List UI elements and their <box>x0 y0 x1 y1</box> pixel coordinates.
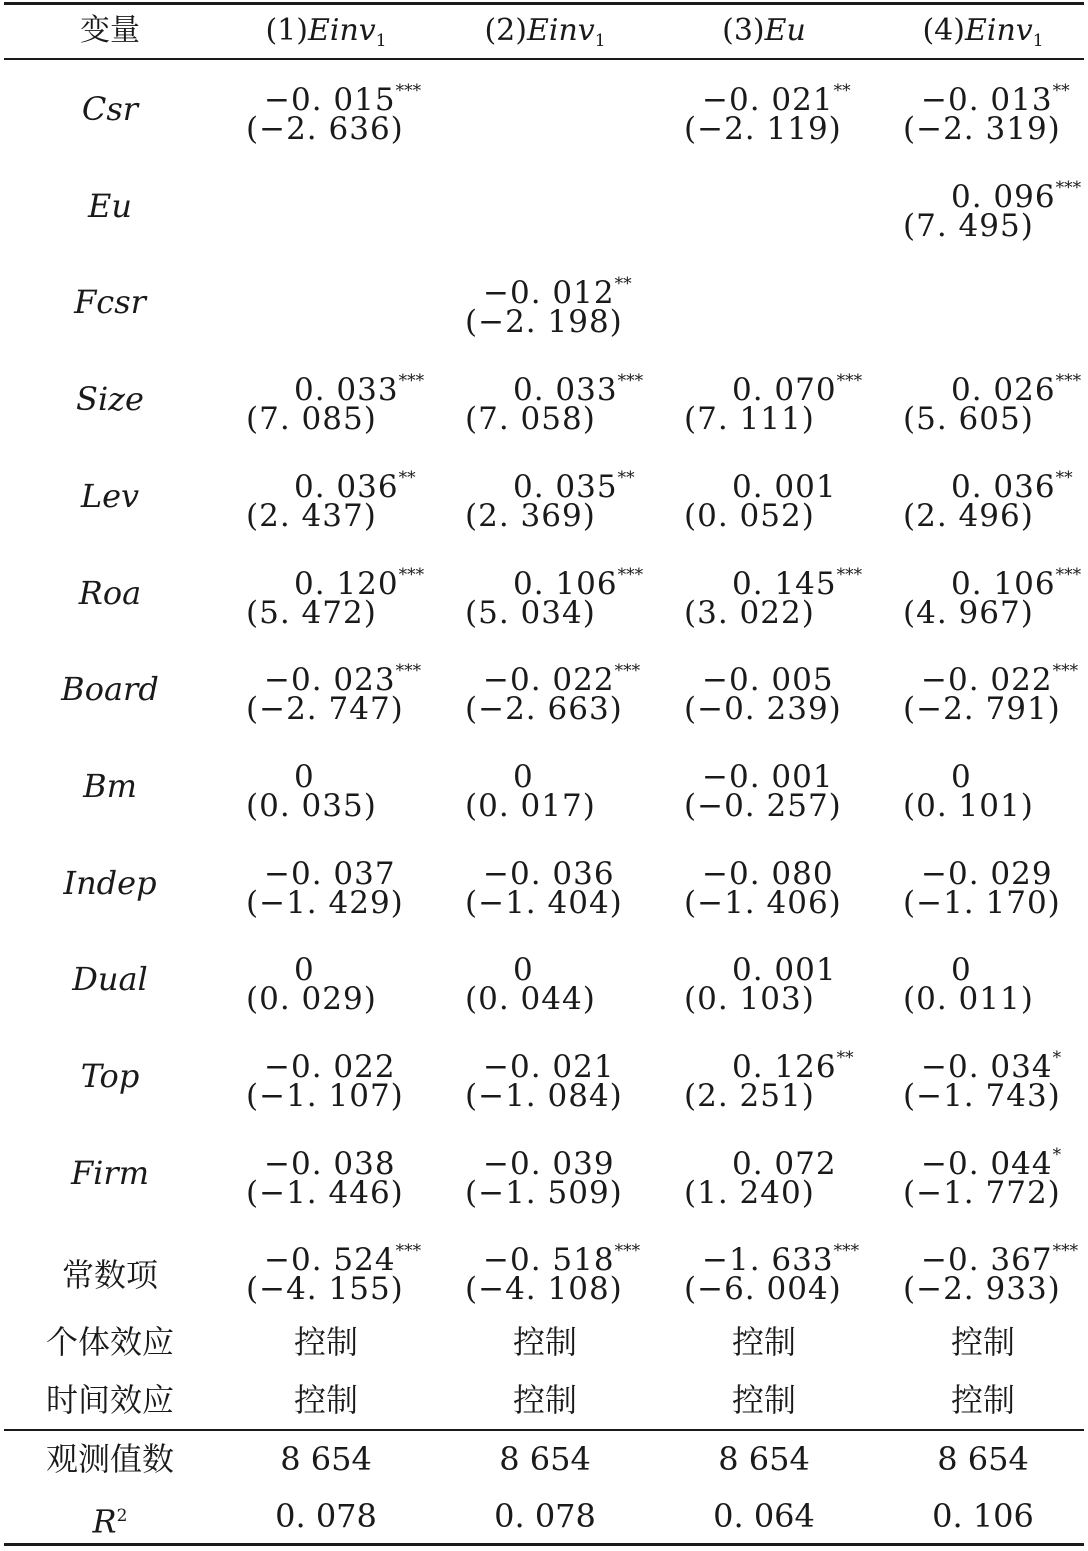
row-variable-name: Dual <box>72 960 148 999</box>
coefficient <box>465 556 685 602</box>
coefficient <box>903 265 1088 303</box>
coefficient-value: −0. 022 <box>921 662 1053 699</box>
table-cell <box>684 72 904 148</box>
coefficient <box>465 72 685 110</box>
t-statistic: (7. 085) <box>246 401 377 438</box>
table-cell <box>684 169 904 245</box>
significance-stars: ** <box>617 467 635 488</box>
table-cell <box>465 169 685 245</box>
coefficient-value: 0 <box>951 758 972 795</box>
table-row <box>0 447 1088 544</box>
coefficient <box>246 1136 466 1182</box>
t-statistic: (−1. 406) <box>684 884 842 921</box>
table-cell <box>465 72 685 148</box>
coefficient <box>903 362 1088 409</box>
table-row <box>0 60 1088 157</box>
t-statistic: (3. 022) <box>684 594 815 631</box>
row-variable-name: Firm <box>70 1153 150 1192</box>
t-statistic: (−2. 663) <box>465 691 623 728</box>
coefficient <box>903 1136 1088 1182</box>
header-variable-label: 变量 <box>80 13 140 48</box>
significance-stars: *** <box>833 1241 860 1262</box>
table-cell <box>246 942 466 1018</box>
coefficient-value: −0. 029 <box>921 855 1053 892</box>
t-statistic: (0. 101) <box>903 787 1034 824</box>
coefficient-value: −0. 080 <box>702 855 834 892</box>
row-variable-name: Fcsr <box>74 283 146 322</box>
significance-stars: *** <box>1052 1241 1079 1262</box>
significance-stars: ** <box>614 274 632 295</box>
t-statistic: (−1. 772) <box>903 1174 1061 1211</box>
coefficient-value: 0. 036 <box>951 468 1056 505</box>
header-col-2: (2)Einv$_1$ <box>484 13 606 51</box>
row-variable-name: Bm <box>83 766 137 805</box>
t-statistic <box>903 303 1088 341</box>
row-variable-name: Top <box>80 1057 140 1095</box>
table-cell <box>903 459 1088 535</box>
table-cell <box>684 362 904 438</box>
t-statistic: (−4. 155) <box>246 1271 404 1308</box>
table-cell <box>465 1039 685 1115</box>
t-statistic: (−2. 636) <box>246 111 404 147</box>
table-row <box>0 737 1088 834</box>
coefficient-value: 0. 145 <box>732 565 837 602</box>
table-cell <box>246 1039 466 1115</box>
coefficient-value: −0. 005 <box>702 662 834 699</box>
t-statistic: (−1. 404) <box>465 884 623 921</box>
header-col-3: (3)Eu <box>722 13 806 48</box>
significance-stars: *** <box>395 1241 422 1262</box>
t-statistic: (−2. 933) <box>903 1271 1061 1308</box>
table-row <box>0 157 1088 254</box>
table-cell <box>903 72 1088 148</box>
t-statistic: (−1. 107) <box>246 1078 404 1114</box>
coefficient-value: −0. 367 <box>921 1242 1053 1279</box>
coefficient-value: −1. 633 <box>702 1242 834 1279</box>
table-cell <box>465 459 685 535</box>
table-cell <box>246 169 466 245</box>
coefficient-value: 0. 106 <box>951 565 1056 602</box>
table-cell <box>684 1136 904 1212</box>
t-statistic: (−1. 429) <box>246 884 404 921</box>
coefficient-value: −0. 518 <box>483 1242 615 1279</box>
coefficient-value: −0. 021 <box>702 82 834 118</box>
coefficient <box>684 1136 904 1182</box>
coefficient-value: −0. 015 <box>264 82 396 118</box>
coefficient <box>465 362 685 409</box>
header-col-4: (4)Einv$_1$ <box>922 13 1044 51</box>
coefficient-value: 0. 072 <box>732 1145 837 1182</box>
table-cell <box>903 1039 1088 1115</box>
coefficient-value: −0. 001 <box>702 758 834 795</box>
coefficient <box>684 265 904 303</box>
effect-row-individual: 个体效应 控制 控制 控制 控制 <box>45 1323 1015 1361</box>
coefficient <box>465 1232 685 1279</box>
t-statistic: (0. 035) <box>246 787 377 824</box>
significance-stars: ** <box>1055 467 1073 488</box>
coefficient <box>684 1232 904 1279</box>
t-statistic <box>465 110 685 148</box>
significance-stars: *** <box>617 564 644 585</box>
coefficient-value: −0. 038 <box>264 1145 396 1182</box>
table-cell <box>903 1136 1088 1212</box>
coefficient <box>684 749 904 795</box>
coefficient <box>684 652 904 699</box>
table-cell <box>465 652 685 728</box>
table-row <box>0 930 1088 1027</box>
coefficient-value: 0. 033 <box>513 372 618 409</box>
coefficient <box>903 846 1088 892</box>
coefficient <box>903 1039 1088 1085</box>
coefficient-value: 0 <box>513 952 534 989</box>
table-row <box>0 640 1088 737</box>
t-statistic: (5. 034) <box>465 594 596 631</box>
table-cell <box>903 652 1088 728</box>
t-statistic: (−2. 119) <box>684 111 842 147</box>
table-cell <box>684 1232 904 1308</box>
row-variable-name: Eu <box>88 186 132 225</box>
coefficient <box>465 265 685 312</box>
t-statistic: (−2. 791) <box>903 691 1061 728</box>
table-cell <box>465 265 685 341</box>
significance-stars: *** <box>1055 564 1082 585</box>
coefficient-value: 0. 035 <box>513 468 618 505</box>
significance-stars: *** <box>398 564 425 585</box>
table-cell <box>684 942 904 1018</box>
table-cell <box>465 942 685 1018</box>
table-cell <box>246 265 466 341</box>
t-statistic: (2. 251) <box>684 1078 815 1114</box>
t-statistic <box>246 207 466 245</box>
header-col-1: (1)Einv$_1$ <box>265 13 387 51</box>
table-cell <box>465 362 685 438</box>
t-statistic: (−0. 239) <box>684 691 842 728</box>
table-cell <box>246 652 466 728</box>
coefficient-value: 0 <box>294 758 315 795</box>
significance-stars: ** <box>833 81 851 101</box>
coefficient-value: 0. 033 <box>294 372 399 409</box>
coefficient <box>246 265 466 303</box>
table-cell <box>465 846 685 922</box>
row-variable-name: Size <box>76 380 144 419</box>
coefficient <box>465 459 685 505</box>
significance-stars: *** <box>614 1241 641 1262</box>
table-cell <box>465 1136 685 1212</box>
t-statistic: (−2. 198) <box>465 304 623 341</box>
t-statistic: (7. 058) <box>465 401 596 438</box>
coefficient-value: −0. 021 <box>483 1049 615 1085</box>
table-cell <box>684 846 904 922</box>
coefficient-value: 0. 036 <box>294 468 399 505</box>
table-row <box>0 1027 1088 1124</box>
coefficient <box>903 556 1088 602</box>
t-statistic: (−2. 319) <box>903 111 1061 147</box>
coefficient <box>684 846 904 892</box>
table-cell <box>465 749 685 825</box>
table-cell <box>465 1232 685 1308</box>
t-statistic: (−1. 743) <box>903 1078 1061 1114</box>
coefficient-value: −0. 023 <box>264 662 396 699</box>
t-statistic: (−2. 747) <box>246 691 404 728</box>
coefficient <box>246 362 466 409</box>
table-cell <box>246 1136 466 1212</box>
t-statistic: (0. 052) <box>684 497 815 534</box>
table-row <box>0 350 1088 447</box>
coefficient-value: −0. 022 <box>264 1049 396 1085</box>
significance-stars: *** <box>614 661 641 682</box>
coefficient <box>684 556 904 602</box>
significance-stars: ** <box>1052 81 1070 101</box>
table-cell <box>246 1232 466 1308</box>
table-cell <box>246 72 466 148</box>
t-statistic: (5. 605) <box>903 401 1034 438</box>
table-cell <box>684 265 904 341</box>
row-variable-name: Lev <box>80 476 140 515</box>
coefficient-value: 0. 001 <box>732 952 837 989</box>
table-cell <box>246 749 466 825</box>
t-statistic: (7. 111) <box>684 401 815 438</box>
coefficient <box>465 169 685 207</box>
table-row <box>0 834 1088 931</box>
table-row <box>0 544 1088 641</box>
coefficient-value: 0. 096 <box>951 178 1056 215</box>
t-statistic: (1. 240) <box>684 1174 815 1211</box>
significance-stars: *** <box>398 371 425 392</box>
table-cell <box>903 362 1088 438</box>
t-statistic: (−6. 004) <box>684 1271 842 1308</box>
coefficient-value: 0. 120 <box>294 565 399 602</box>
coefficient-value: −0. 037 <box>264 855 396 892</box>
table-cell <box>903 846 1088 922</box>
coefficient <box>684 362 904 409</box>
significance-stars: *** <box>1055 371 1082 392</box>
coefficient-value: −0. 524 <box>264 1242 396 1279</box>
coefficient <box>246 556 466 602</box>
coefficient <box>684 1039 904 1085</box>
coefficient <box>246 846 466 892</box>
coefficient-value: 0. 026 <box>951 372 1056 409</box>
table-cell <box>465 556 685 632</box>
significance-stars: * <box>1052 1048 1062 1068</box>
table-cell <box>684 1039 904 1115</box>
t-statistic: (2. 437) <box>246 497 377 534</box>
coefficient <box>465 1136 685 1182</box>
coefficient-value: 0. 126 <box>732 1049 837 1085</box>
coefficient <box>903 1232 1088 1279</box>
stat-row-observations: 观测值数 8 654 8 654 8 654 8 654 <box>45 1440 1029 1478</box>
significance-stars: *** <box>1052 661 1079 682</box>
table-cell <box>246 459 466 535</box>
stat-row-r-squared: $R^2$ 0. 078 0. 078 0. 064 0. 106 <box>92 1497 1034 1541</box>
significance-stars: *** <box>617 371 644 392</box>
coefficient <box>246 169 466 207</box>
coefficient <box>903 749 1088 795</box>
table-cell <box>246 846 466 922</box>
significance-stars: *** <box>395 81 422 101</box>
table-row <box>0 1124 1088 1221</box>
coefficient <box>246 1039 466 1085</box>
coefficient-value: −0. 044 <box>921 1145 1053 1182</box>
row-variable-name: Indep <box>63 863 157 902</box>
coefficient <box>465 942 685 989</box>
coefficient-value: −0. 039 <box>483 1145 615 1182</box>
table-cell <box>684 749 904 825</box>
coefficient <box>465 1039 685 1085</box>
coefficient <box>246 652 466 699</box>
significance-stars: *** <box>836 564 863 585</box>
coefficient-value: 0 <box>513 758 534 795</box>
coefficient <box>684 459 904 505</box>
coefficient <box>903 652 1088 699</box>
t-statistic <box>684 207 904 245</box>
t-statistic <box>684 303 904 341</box>
t-statistic: (−4. 108) <box>465 1271 623 1308</box>
coefficient <box>684 169 904 207</box>
t-statistic: (−1. 509) <box>465 1174 623 1211</box>
coefficient <box>246 749 466 795</box>
t-statistic: (0. 044) <box>465 981 596 1018</box>
coefficient <box>246 72 466 118</box>
coefficient-value: −0. 012 <box>483 275 615 312</box>
t-statistic: (−1. 170) <box>903 884 1061 921</box>
coefficient-value: −0. 013 <box>921 82 1053 118</box>
t-statistic: (−1. 446) <box>246 1174 404 1211</box>
coefficient <box>246 459 466 505</box>
significance-stars: ** <box>836 1048 854 1068</box>
coefficient-value: −0. 022 <box>483 662 615 699</box>
t-statistic: (0. 103) <box>684 981 815 1018</box>
t-statistic: (4. 967) <box>903 594 1034 631</box>
coefficient-value: 0. 001 <box>732 468 837 505</box>
t-statistic <box>246 303 466 341</box>
t-statistic: (−1. 084) <box>465 1078 623 1114</box>
table-cell <box>684 459 904 535</box>
coefficient <box>246 942 466 989</box>
coefficient-value: −0. 034 <box>921 1049 1053 1085</box>
t-statistic: (0. 011) <box>903 981 1034 1018</box>
coefficient-value: 0. 070 <box>732 372 837 409</box>
t-statistic <box>465 207 685 245</box>
table-cell <box>903 265 1088 341</box>
table-cell <box>903 749 1088 825</box>
coefficient <box>465 846 685 892</box>
table-cell <box>684 652 904 728</box>
coefficient <box>246 1232 466 1279</box>
t-statistic: (2. 496) <box>903 497 1034 534</box>
t-statistic: (−0. 257) <box>684 787 842 824</box>
significance-stars: *** <box>395 661 422 682</box>
row-variable-name: Csr <box>81 90 139 128</box>
table-row <box>0 1220 1088 1317</box>
significance-stars: ** <box>398 467 416 488</box>
t-statistic: (5. 472) <box>246 594 377 631</box>
table-cell <box>903 1232 1088 1308</box>
t-statistic: (2. 369) <box>465 497 596 534</box>
row-variable-name: Roa <box>78 573 142 612</box>
coefficient <box>903 169 1088 215</box>
row-variable-name: Board <box>61 670 159 709</box>
table-cell <box>903 556 1088 632</box>
coefficient-value: 0 <box>951 952 972 989</box>
effect-row-time: 时间效应 控制 控制 控制 控制 <box>45 1381 1015 1419</box>
table-row <box>0 253 1088 350</box>
coefficient-value: −0. 036 <box>483 855 615 892</box>
t-statistic: (7. 495) <box>903 207 1034 244</box>
table-cell <box>903 942 1088 1018</box>
coefficient-value: 0 <box>294 952 315 989</box>
coefficient <box>684 942 904 989</box>
coefficient <box>465 749 685 795</box>
coefficient <box>465 652 685 699</box>
table-cell <box>903 169 1088 245</box>
coefficient <box>903 72 1088 118</box>
t-statistic: (0. 029) <box>246 981 377 1018</box>
table-cell <box>246 556 466 632</box>
significance-stars: *** <box>1055 177 1082 198</box>
significance-stars: * <box>1052 1144 1062 1165</box>
t-statistic: (0. 017) <box>465 787 596 824</box>
coefficient <box>684 72 904 118</box>
table-cell <box>246 362 466 438</box>
coefficient-value: 0. 106 <box>513 565 618 602</box>
coefficient <box>903 459 1088 505</box>
coefficient <box>903 942 1088 989</box>
significance-stars: *** <box>836 371 863 392</box>
table-cell <box>684 556 904 632</box>
row-variable-name: 常数项 <box>61 1256 158 1295</box>
